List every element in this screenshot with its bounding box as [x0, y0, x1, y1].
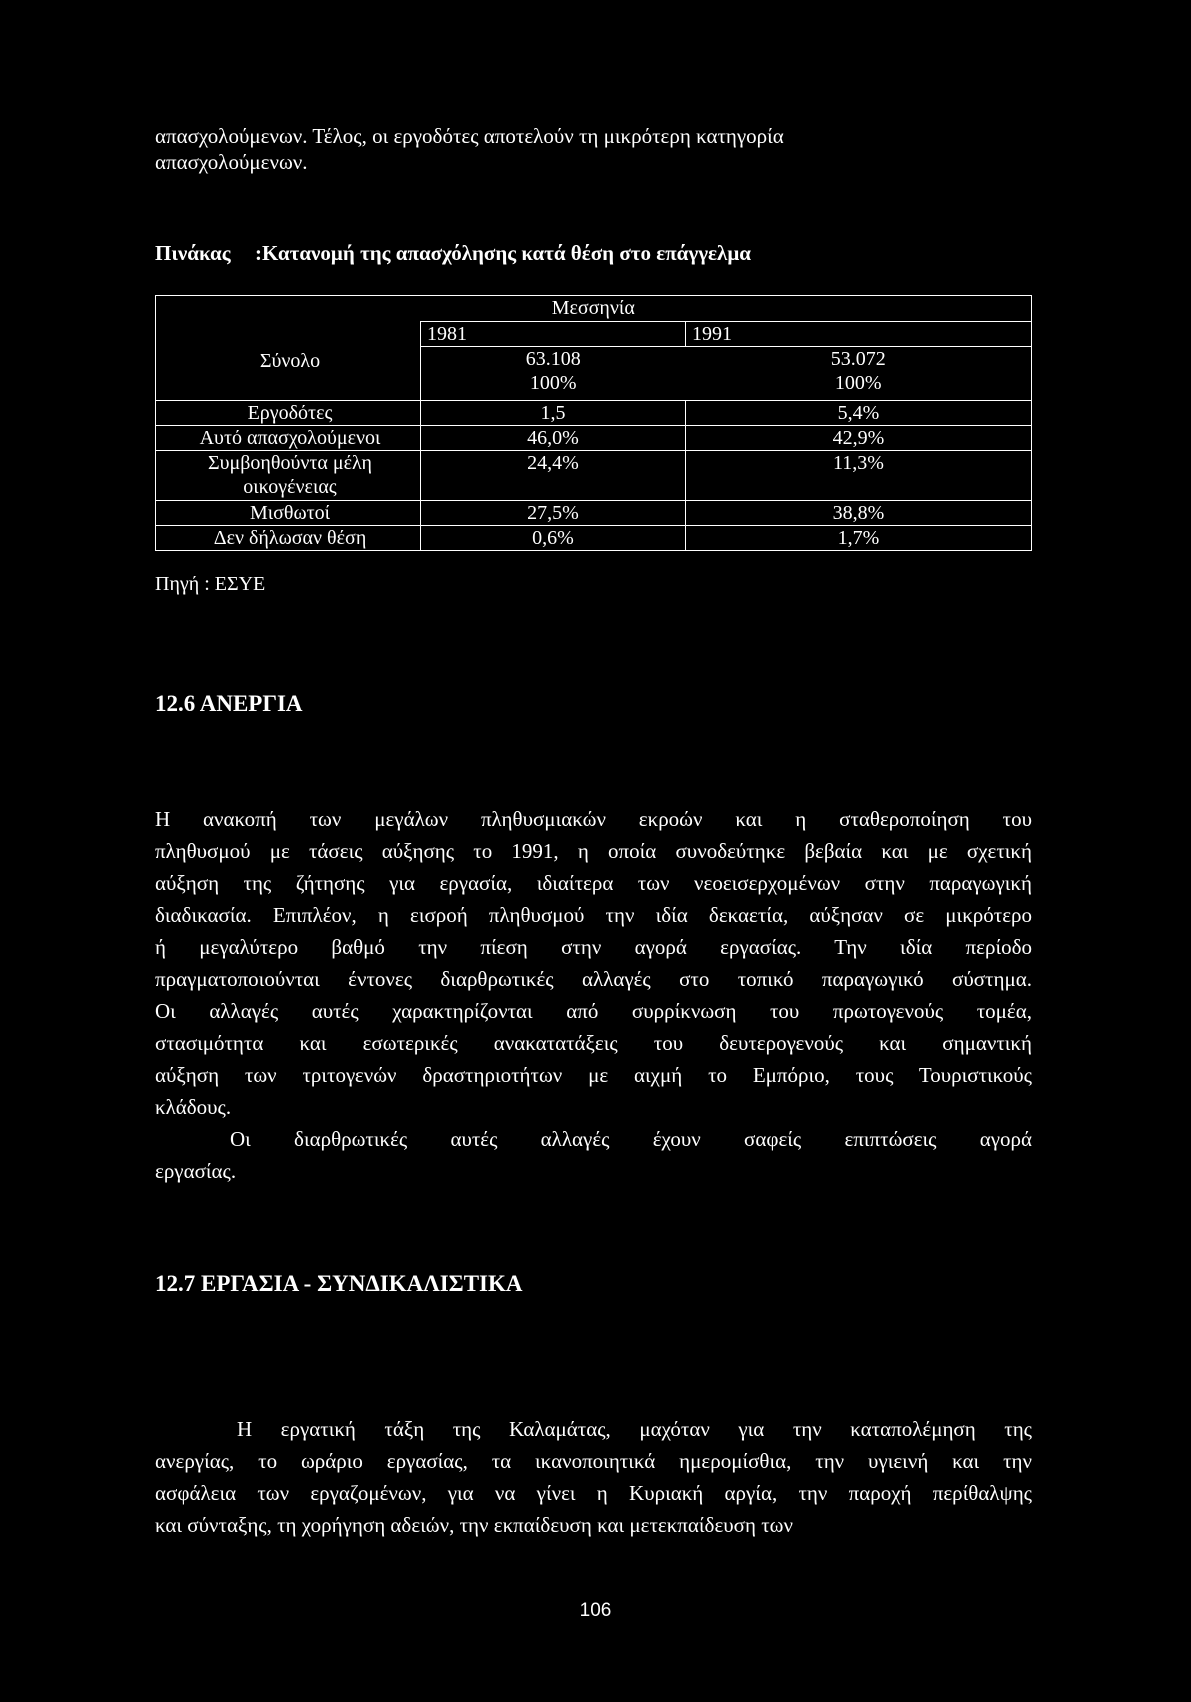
table-row [156, 426, 1032, 451]
text-line: αύξηση της ζήτησης για εργασία, ιδιαίτερα των νεοεισερχομένων στην παραγωγική [155, 871, 1032, 895]
text-line: πραγματοποιούνται έντονες διαρθρωτικές αλλαγές στο τοπικό παραγωγικό σύστημα. [155, 967, 1032, 991]
section-heading-unemployment: 12.6 ΑΝΕΡΓΙΑ [155, 691, 303, 716]
table-header-region-row [156, 296, 1032, 322]
intro-line: απασχολούμενων. Τέλος, οι εργοδότες αποτελούν τη μικρότερη κατηγορία [155, 124, 784, 148]
row-label: Δεν δήλωσαν θέση [156, 526, 421, 551]
text-line: πληθυσμού με τάσεις αύξησης το 1991, η οποία συνοδεύτηκε βεβαία και με σχετική [155, 839, 1032, 863]
page-number: 106 [579, 1600, 612, 1621]
row-label: Εργοδότες [156, 401, 421, 426]
text-line: Οι διαρθρωτικές αυτές αλλαγές έχουν σαφείς επιπτώσεις αγορά [230, 1127, 1032, 1151]
row-label: Σύνολο [156, 347, 421, 401]
table-row-total [156, 347, 1032, 401]
text-line: ασφάλεια των εργαζομένων, για να γίνει η Κυριακή αργία, την παροχή περίθαλψης [155, 1481, 1032, 1505]
total-pct-1981: 100% [529, 372, 577, 394]
employment-table [155, 295, 1032, 551]
section2-paragraph [155, 1413, 1032, 1541]
row-label-line: Συμβοηθούντα μέλη [207, 452, 373, 474]
text-line: Οι αλλαγές αυτές χαρακτηρίζονται από συρρίκνωση του πρωτογενούς τομέα, [155, 999, 1032, 1023]
section1-paragraph [155, 803, 1032, 1187]
cell-1991: 42,9% [686, 426, 1032, 451]
cell-1981: 27,5% [421, 501, 686, 526]
text-line: ανεργίας, το ωράριο εργασίας, τα ικανοποιητικά ημερομίσθια, την υγιεινή και την [155, 1449, 1032, 1473]
table-row [156, 501, 1032, 526]
table-row [156, 401, 1032, 426]
text-line: στασιμότητα και εσωτερικές ανακατατάξεις του δευτερογενούς και σημαντική [155, 1031, 1032, 1055]
cell-1981: 24,4% [421, 451, 686, 501]
table-source: Πηγή : ΕΣΥΕ [155, 573, 266, 595]
table-caption [155, 241, 751, 266]
text-line: διαδικασία. Επιπλέον, η εισροή πληθυσμού την ιδία δεκαετία, αύξησαν σε μικρότερο [155, 903, 1032, 927]
cell-1991: 1,7% [686, 526, 1032, 551]
row-label [156, 451, 421, 501]
cell-1981: 46,0% [421, 426, 686, 451]
table-caption-label: Πινάκας [155, 241, 231, 265]
year-header-1991: 1991 [686, 322, 1032, 347]
text-line: κλάδους. [155, 1095, 232, 1119]
table-header-years-row [156, 322, 1032, 347]
table-row [156, 526, 1032, 551]
intro-paragraph [155, 123, 1055, 175]
text-line: αύξηση των τριτογενών δραστηριοτήτων με αιχμή το Εμπόριο, τους Τουριστικούς [155, 1063, 1032, 1087]
total-1981: 63.108 [525, 348, 581, 370]
section-heading-labor-unions: 12.7 ΕΡΓΑΣΙΑ - ΣΥΝΔΙΚΑΛΙΣΤΙΚΑ [155, 1271, 523, 1296]
cell-1991: 11,3% [686, 451, 1032, 501]
total-1991: 53.072 [830, 348, 886, 370]
cell-1991: 38,8% [686, 501, 1032, 526]
cell-1991: 5,4% [686, 401, 1032, 426]
text-line: Η ανακοπή των μεγάλων πληθυσμιακών εκροών και η σταθεροποίηση του [155, 807, 1032, 831]
text-line: εργασίας. [155, 1159, 237, 1183]
text-line: Η εργατική τάξη της Καλαμάτας, μαχόταν για την καταπολέμηση της [237, 1417, 1032, 1441]
total-pct-1991: 100% [834, 372, 882, 394]
table-row [156, 451, 1032, 501]
year-header-1981: 1981 [421, 322, 686, 347]
cell-1981: 0,6% [421, 526, 686, 551]
intro-line: απασχολούμενων. [155, 150, 308, 174]
row-label: Μισθωτοί [156, 501, 421, 526]
row-label-line: οικογένειας [243, 476, 337, 498]
row-label: Αυτό απασχολούμενοι [156, 426, 421, 451]
text-line: και σύνταξης, τη χορήγηση αδειών, την εκπαίδευση και μετεκπαίδευση των [155, 1513, 793, 1537]
table-caption-title: :Κατανομή της απασχόλησης κατά θέση στο επάγγελμα [255, 241, 751, 265]
cell-1981: 1,5 [421, 401, 686, 426]
text-line: ή μεγαλύτερο βαθμό την πίεση στην αγορά εργασίας. Την ιδία περίοδο [155, 935, 1032, 959]
region-header: Μεσσηνία [551, 297, 635, 319]
